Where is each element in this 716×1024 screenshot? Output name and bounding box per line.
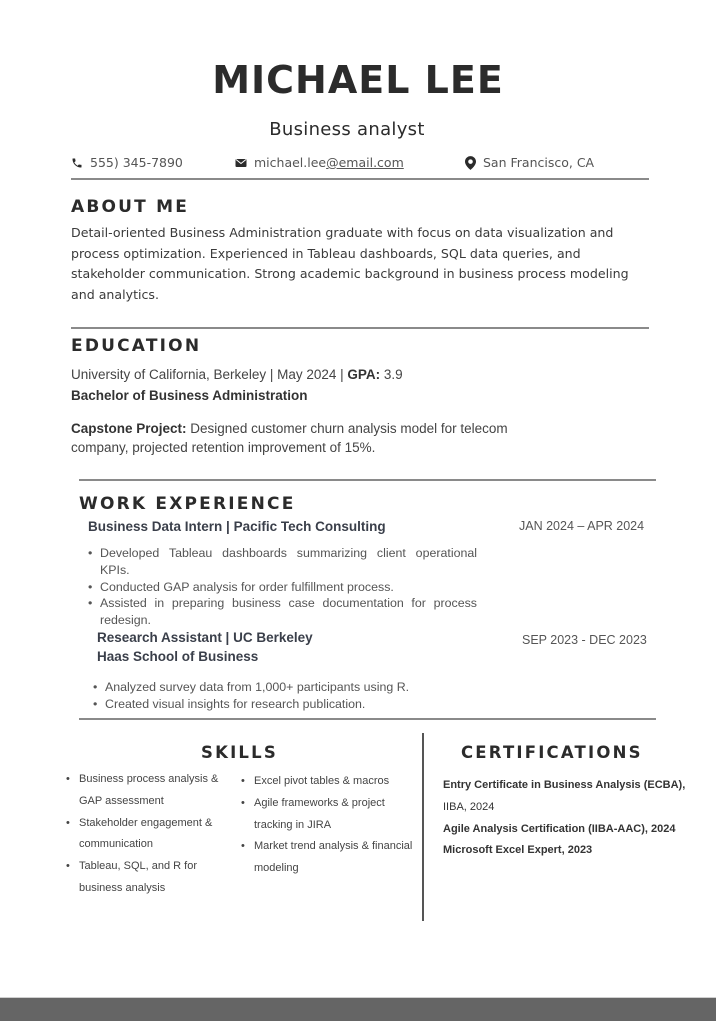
- email-user: michael.lee: [254, 155, 327, 170]
- job-bullet: • Assisted in preparing business case documentation for process redesign.: [88, 595, 477, 629]
- cert-detail: IIBA, 2024: [443, 800, 495, 813]
- job-bullets: [88, 545, 477, 629]
- about-heading: ABOUT ME: [71, 197, 190, 217]
- education-divider: [79, 479, 656, 481]
- skill-item: • Tableau, SQL, and R for business analysis: [66, 856, 226, 900]
- skill-item: • Business process analysis & GAP assessment: [66, 769, 226, 813]
- contact-phone: [71, 155, 183, 170]
- education-heading: EDUCATION: [71, 336, 202, 356]
- skill-item: • Stakeholder engagement & communication: [66, 813, 226, 857]
- capstone-text: Designed customer churn analysis model for telecom company, projected retention improvement of 15%.: [71, 421, 508, 455]
- job-bullet: • Analyzed survey data from 1,000+ participants using R.: [93, 679, 513, 696]
- job-title: Research Assistant | UC Berkeley: [97, 630, 313, 645]
- gpa-label: GPA:: [347, 367, 381, 382]
- skill-item: • Agile frameworks & project tracking in JIRA: [241, 793, 416, 837]
- job-role: Business analyst: [269, 119, 425, 140]
- certifications-list: [443, 775, 703, 862]
- experience-heading: WORK EXPERIENCE: [79, 494, 296, 514]
- location-text: San Francisco, CA: [483, 155, 595, 170]
- education-school-line: [71, 367, 403, 382]
- about-divider: [71, 327, 649, 329]
- contact-email[interactable]: [235, 155, 404, 170]
- about-text: Detail-oriented Business Administration graduate with focus on data visualization and process optimization. Experienced in Tableau dashboards, SQL data queries, and stakeholder communication. Strong academic background in business process modeling and analytics.: [71, 225, 629, 302]
- certifications-heading: CERTIFICATIONS: [461, 743, 643, 762]
- skills-column-1: [66, 769, 226, 900]
- skill-item: • Excel pivot tables & macros: [241, 771, 416, 793]
- job-bullet: • Developed Tableau dashboards summarizing client operational KPIs.: [88, 545, 477, 579]
- candidate-name: MICHAEL LEE: [212, 58, 504, 102]
- phone-number: 555) 345-7890: [90, 155, 183, 170]
- experience-divider: [79, 718, 656, 720]
- contact-location: [465, 155, 594, 170]
- cert-name: Entry Certificate in Business Analysis (ECBA),: [443, 779, 686, 791]
- email-address[interactable]: [254, 155, 404, 170]
- skills-column-2: [241, 771, 416, 880]
- job-bullets: [93, 679, 513, 713]
- school-info: University of California, Berkeley | May 2024 |: [71, 367, 348, 382]
- footer-bar: [0, 997, 716, 1021]
- job-title: Business Data Intern | Pacific Tech Consulting: [88, 519, 386, 534]
- job-subtitle: Haas School of Business: [97, 649, 259, 664]
- job-dates: SEP 2023 - DEC 2023: [522, 633, 647, 647]
- location-pin-icon: [465, 156, 476, 170]
- cert-name: Microsoft Excel Expert, 2023: [443, 844, 593, 857]
- gpa-value: 3.9: [380, 367, 403, 382]
- skills-heading: SKILLS: [201, 743, 278, 762]
- skill-item: • Market trend analysis & financial modeling: [241, 836, 416, 880]
- phone-icon: [71, 157, 83, 169]
- email-domain-link[interactable]: @email.com: [326, 155, 404, 170]
- mail-icon: [235, 158, 247, 168]
- header-divider: [71, 178, 649, 180]
- capstone-label: Capstone Project:: [71, 421, 187, 436]
- capstone-project: [71, 419, 521, 457]
- column-divider: [422, 733, 424, 921]
- job-bullet: • Conducted GAP analysis for order fulfillment process.: [88, 579, 477, 596]
- degree: Bachelor of Business Administration: [71, 388, 308, 403]
- job-bullet: • Created visual insights for research publication.: [93, 696, 513, 713]
- cert-name: Agile Analysis Certification (IIBA-AAC), 2024: [443, 822, 676, 835]
- job-dates: JAN 2024 – APR 2024: [519, 519, 645, 533]
